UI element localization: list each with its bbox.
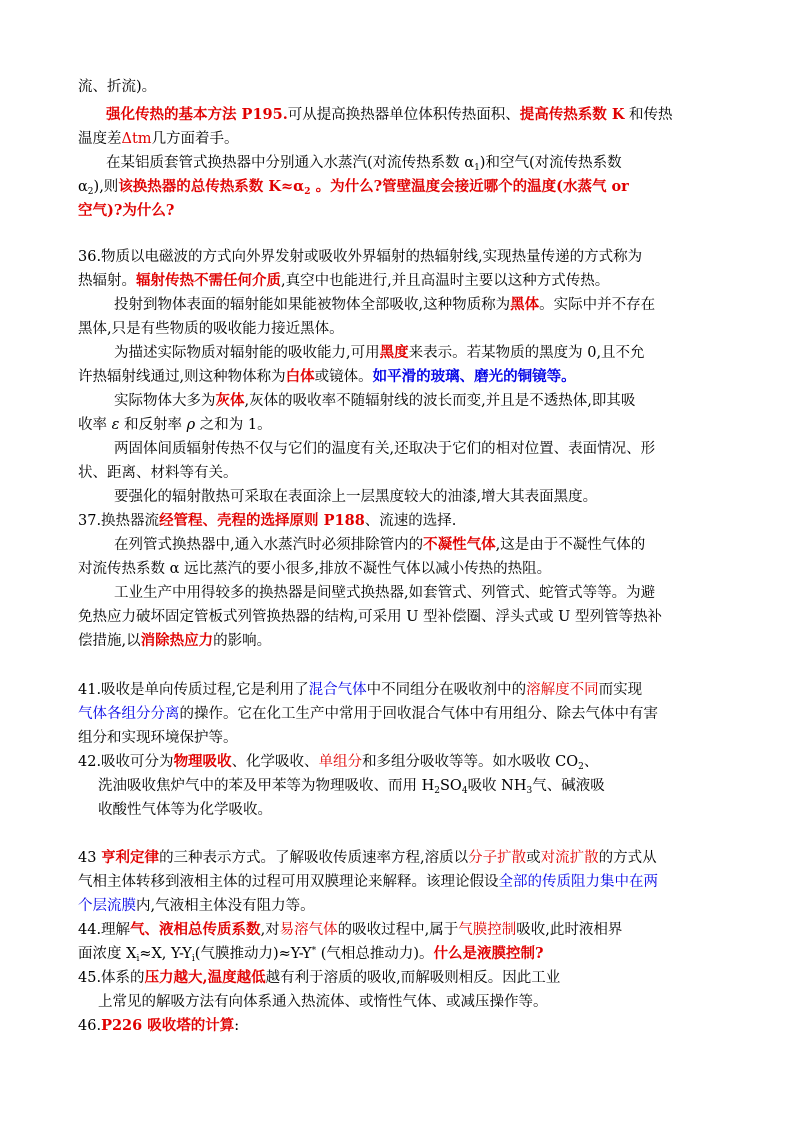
- text-line: [78, 775, 718, 797]
- highlight-red: 。为什么?管壁温度会接近哪个的温度(水蒸气 or: [310, 178, 629, 195]
- highlight-red: 提高传热系数 K: [519, 106, 625, 123]
- text-line: [78, 967, 718, 989]
- text-line: [78, 751, 718, 773]
- text: 吸收,此时液相界: [516, 922, 623, 938]
- text-line: [78, 462, 718, 484]
- text: 可从提高换热器单位体积传热面积、: [287, 107, 520, 123]
- delta-symbol: Δ: [121, 131, 132, 147]
- text: 状、距离、材料等有关。: [78, 465, 238, 481]
- highlight-blue: 个层流膜: [78, 898, 136, 914]
- text-line: [78, 1015, 718, 1037]
- text: 37.换热器流: [78, 513, 160, 529]
- text-line: [78, 200, 718, 222]
- text-line: [78, 630, 718, 652]
- text-line: [78, 510, 718, 532]
- text: 工业生产中用得较多的换热器是间壁式换热器,如套管式、列管式、蛇管式等等。为避: [114, 585, 656, 601]
- text: 、流速的选择.: [364, 513, 457, 529]
- highlight-red: 不凝性气体: [423, 536, 496, 553]
- text: 几方面着手。: [151, 131, 239, 147]
- text: 44.理解: [78, 922, 131, 938]
- text: 43: [78, 850, 102, 866]
- text: (气相总推动力)。: [316, 946, 434, 962]
- highlight-red: 白体: [285, 368, 315, 385]
- rho-symbol: ρ: [186, 417, 196, 433]
- text-line: [78, 871, 718, 893]
- text-line: [78, 390, 718, 412]
- subscript: 3: [526, 786, 533, 796]
- text-line: [78, 152, 718, 174]
- superscript: *: [311, 946, 317, 956]
- highlight-red: 黑度: [379, 344, 409, 361]
- text: 为描述实际物质对辐射能的吸收能力,可用: [114, 345, 380, 361]
- highlight-red: 溶解度不同: [526, 682, 599, 698]
- text: 的影响。: [213, 633, 272, 649]
- text: 和传热: [624, 107, 673, 123]
- highlight-red: 什么是液膜控制?: [433, 945, 544, 962]
- text: 或: [526, 850, 541, 866]
- highlight-blue: 气体各组分分离: [78, 706, 180, 722]
- text: ,对: [260, 922, 280, 938]
- highlight-red: 强化传热的基本方法 P195.: [106, 106, 288, 123]
- text: α: [78, 179, 88, 195]
- text-line: [78, 727, 718, 749]
- highlight-red: P226 吸收塔的计算: [101, 1017, 235, 1034]
- text: (气膜推动力)≈Y-Y: [194, 946, 312, 962]
- text-line: [78, 76, 718, 98]
- text: 热辐射。: [78, 273, 136, 289]
- text-line: [78, 558, 718, 580]
- text-line: [78, 342, 718, 364]
- text: 上常见的解吸方法有向体系通入热流体、或惰性气体、或减压操作等。: [98, 994, 548, 1010]
- highlight-red: 空气)?为什么?: [78, 202, 175, 219]
- text-line: [78, 534, 718, 556]
- text: 来表示。若某物质的黑度为 0,且不允: [408, 345, 645, 361]
- text: 实际物体大多为: [114, 393, 216, 409]
- subscript: 4: [461, 786, 468, 796]
- text: ,灰体的吸收率不随辐射线的波长而变,并且是不透热体,即其吸: [244, 393, 636, 409]
- highlight-red: 经管程、壳程的选择原则 P188: [159, 512, 365, 529]
- text: 面浓度 X: [78, 946, 137, 962]
- text: 气、碱液吸: [532, 778, 605, 794]
- text: 的操作。它在化工生产中常用于回收混合气体中有用组分、除去气体中有害: [179, 706, 658, 722]
- subscript: 2: [578, 762, 584, 772]
- highlight-red: 气、液相总传质系数: [130, 921, 261, 938]
- text: 组分和实现环境保护等。: [78, 730, 238, 746]
- text: 内,气液相主体没有阻力等。: [136, 898, 315, 914]
- text-line: [78, 679, 718, 701]
- text-line: [78, 606, 718, 628]
- text: 流、折流)。: [78, 79, 157, 95]
- text-line: [78, 847, 718, 869]
- highlight-red: 分子扩散: [468, 850, 527, 866]
- subscript: i: [136, 954, 140, 964]
- text-line: [78, 943, 718, 965]
- text: 、化学吸收、: [231, 754, 319, 770]
- text: 41.吸收是单向传质过程,它是利用了: [78, 682, 309, 698]
- text-line: [78, 176, 718, 198]
- highlight-red: 对流扩散: [540, 850, 599, 866]
- subscript: i: [191, 954, 195, 964]
- text: 中不同组分在吸收剂中的: [366, 682, 527, 698]
- highlight-red: 单组分: [318, 754, 363, 770]
- text: 免热应力破坏固定管板式列管换热器的结构,可采用 U 型补偿圈、浮头式或 U 型列管等热补: [78, 609, 662, 625]
- highlight-red: 黑体: [510, 296, 540, 313]
- text: 的方式从: [598, 850, 657, 866]
- text-line: [78, 366, 718, 388]
- text-line: [78, 438, 718, 460]
- text: 温度差: [78, 131, 122, 147]
- text-line: [78, 703, 718, 725]
- text: ≈X, Y-Y: [139, 946, 192, 962]
- text: 45.体系的: [78, 970, 145, 986]
- subscript: 2: [434, 786, 440, 796]
- text: 偿措施,以: [78, 633, 141, 649]
- highlight-red: 气膜控制: [458, 922, 517, 938]
- text: 越有利于溶质的吸收,而解吸则相反。因此工业: [265, 970, 561, 986]
- text-line: [78, 919, 718, 941]
- highlight-red: 易溶气体: [279, 922, 338, 938]
- text: 和反射率: [119, 417, 187, 433]
- text: 吸收 NH: [467, 778, 527, 794]
- text: 黑体,只是有些物质的吸收能力接近黑体。: [78, 321, 344, 337]
- text-line: [78, 246, 718, 268]
- text: :: [234, 1018, 240, 1034]
- text: 气相主体转移到液相主体的过程可用双膜理论来解释。该理论假设: [78, 874, 499, 890]
- text-line: [78, 104, 718, 126]
- text: 或镜体。: [314, 369, 373, 385]
- highlight-blue: 全部的传质阻力集中在两: [498, 874, 658, 890]
- text: 之和为 1。: [195, 417, 272, 433]
- text: 36.物质以电磁波的方式向外界发射或吸收外界辐射的热辐射线,实现热量传递的方式称为: [78, 249, 643, 265]
- text: 在某铝质套管式换热器中分别通入水蒸汽(对流传热系数 α: [106, 155, 475, 171]
- text: )和空气(对流传热系数: [479, 155, 622, 171]
- text: 要强化的辐射散热可采取在表面涂上一层黑度较大的油漆,增大其表面黑度。: [114, 489, 598, 505]
- text: 46.: [78, 1018, 102, 1034]
- text: 对流传热系数 α 远比蒸汽的要小很多,排放不凝性气体以减小传热的热阻。: [78, 561, 552, 577]
- text-line: [78, 414, 718, 436]
- text-line: [78, 486, 718, 508]
- text: ,这是由于不凝性气体的: [495, 537, 646, 553]
- text: 两固体间质辐射传热不仅与它们的温度有关,还取决于它们的相对位置、表面情况、形: [114, 441, 656, 457]
- text-line: [78, 128, 718, 150]
- highlight-red: 消除热应力: [140, 632, 214, 649]
- highlight-red: 辐射传热不需任何介质: [136, 272, 281, 289]
- text: 投射到物体表面的辐射能如果能被物体全部吸收,这种物质称为: [114, 297, 511, 313]
- text: 在列管式换热器中,通入水蒸汽时必须排除管内的: [114, 537, 424, 553]
- text: 许热辐射线通过,则这种物体称为: [78, 369, 286, 385]
- subscript: 2: [304, 187, 311, 197]
- text-line: [78, 582, 718, 604]
- highlight-red: 该换热器的总传热系数 K≈α: [118, 178, 305, 195]
- text: ,真空中也能进行,并且高温时主要以这种方式传热。: [281, 273, 610, 289]
- text: ),则: [93, 179, 119, 195]
- text-line: [78, 294, 718, 316]
- highlight-blue: 混合气体: [308, 682, 367, 698]
- text: 而实现: [598, 682, 643, 698]
- text: 。实际中并不存在: [539, 297, 656, 313]
- text: 和多组分吸收等等。如水吸收 CO: [362, 754, 579, 770]
- highlight-red: 物理吸收: [173, 753, 232, 770]
- highlight-red: 灰体: [215, 392, 245, 409]
- text-line: [78, 991, 718, 1013]
- highlight-red: tm: [131, 131, 152, 147]
- text-line: [78, 799, 718, 821]
- text: 的三种表示方式。了解吸收传质速率方程,溶质以: [159, 850, 469, 866]
- highlight-red: 压力越大,温度越低: [144, 969, 266, 986]
- text: 、: [583, 754, 599, 770]
- text: 洗油吸收焦炉气中的苯及甲苯等为物理吸收、而用 H: [98, 778, 435, 794]
- subscript: 1: [474, 163, 480, 173]
- epsilon-symbol: ε: [111, 417, 120, 433]
- text-line: [78, 895, 718, 917]
- text: 的吸收过程中,属于: [337, 922, 459, 938]
- text: 收率: [78, 417, 112, 433]
- text: 收酸性气体等为化学吸收。: [98, 802, 272, 818]
- text-line: [78, 270, 718, 292]
- highlight-red: 亨利定律: [101, 849, 160, 866]
- text-line: [78, 318, 718, 340]
- text: SO: [440, 778, 462, 794]
- subscript: 2: [87, 187, 94, 197]
- highlight-blue: 如平滑的玻璃、磨光的铜镜等。: [372, 368, 576, 385]
- text: 42.吸收可分为: [78, 754, 174, 770]
